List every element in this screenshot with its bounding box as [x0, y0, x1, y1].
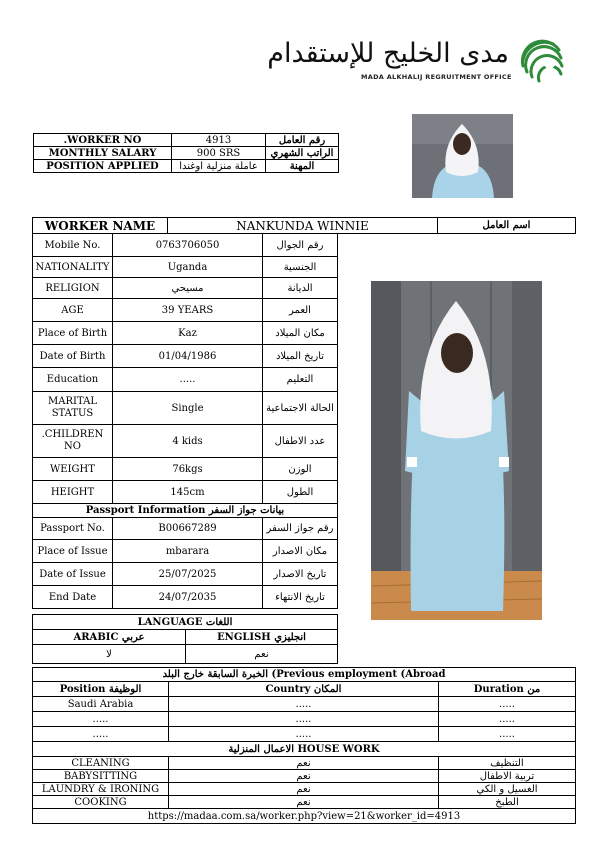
footer-url[interactable]: https://madaa.com.sa/worker.php?view=21&worker_id=4913: [33, 809, 576, 824]
employment-header: الخبرة السابقة خارج البلد (Previous employment (Abroad: [33, 668, 576, 682]
table-row: [33, 796, 576, 809]
passport-header: بيانات جواز السفر Passport Information: [33, 504, 338, 518]
cleaning-value: نعم: [169, 757, 439, 770]
language-table: [32, 614, 338, 664]
weight-label: WEIGHT: [33, 458, 113, 481]
birth-date-label: Date of Birth: [33, 345, 113, 368]
table-row: [33, 234, 338, 257]
full-body-image: [371, 281, 542, 620]
table-row: [33, 458, 338, 481]
religion-arabic: الديانة: [263, 278, 338, 299]
birth-place-arabic: مكان الميلاد: [263, 322, 338, 345]
babysitting-label: BABYSITTING: [33, 770, 169, 783]
table-row: [33, 392, 338, 425]
weight-arabic: الوزن: [263, 458, 338, 481]
issue-place-arabic: مكان الاصدار: [263, 540, 338, 563]
employment-country: .....: [169, 712, 439, 727]
marital-label: MARITAL STATUS: [33, 392, 113, 425]
arabic-language-value: لا: [33, 645, 186, 664]
table-row: [33, 368, 338, 392]
passport-no-value: B00667289: [113, 518, 263, 540]
company-logo: [267, 36, 575, 92]
cooking-arabic: الطبخ: [439, 796, 576, 809]
salary-value: 900 SRS: [172, 147, 266, 160]
worker-details-table: [32, 233, 338, 609]
worker-name-table: [32, 217, 576, 234]
mobile-arabic: رقم الجوال: [263, 234, 338, 257]
issue-date-value: 25/07/2025: [113, 563, 263, 586]
table-row: [33, 345, 338, 368]
passport-no-label: Passport No.: [33, 518, 113, 540]
birth-date-arabic: تاريخ الميلاد: [263, 345, 338, 368]
cooking-label: COOKING: [33, 796, 169, 809]
birth-date-value: 01/04/1986: [113, 345, 263, 368]
salary-arabic: الراتب الشهري: [266, 147, 339, 160]
employment-duration: .....: [439, 712, 576, 727]
table-row: [33, 563, 338, 586]
nationality-arabic: الجنسية: [263, 257, 338, 278]
employment-duration: .....: [439, 727, 576, 742]
salary-label: MONTHLY SALARY: [34, 147, 172, 160]
employment-table: [32, 667, 576, 824]
issue-date-arabic: تاريخ الاصدار: [263, 563, 338, 586]
worker-no-label: .WORKER NO: [34, 134, 172, 147]
duration-column-header: من Duration: [439, 682, 576, 697]
marital-value: Single: [113, 392, 263, 425]
logo-emblem-icon: [515, 36, 571, 92]
table-row: [33, 278, 338, 299]
height-label: HEIGHT: [33, 481, 113, 504]
position-label: POSITION APPLIED: [34, 160, 172, 173]
position-value: عاملة منزلية اوغندا: [172, 160, 266, 173]
passport-no-arabic: رقم جواز السفر: [263, 518, 338, 540]
babysitting-value: نعم: [169, 770, 439, 783]
logo-arabic-text: مدى الخليج للإستقدام: [267, 38, 509, 69]
end-date-value: 24/07/2035: [113, 586, 263, 609]
table-row: [33, 757, 576, 770]
english-language-label: انجليزي ENGLISH: [186, 630, 338, 645]
employment-position: .....: [33, 727, 169, 742]
height-arabic: الطول: [263, 481, 338, 504]
children-arabic: عدد الاطفال: [263, 425, 338, 458]
worker-name-label: WORKER NAME: [33, 218, 168, 234]
employment-duration: .....: [439, 697, 576, 712]
table-row: [33, 783, 576, 796]
birth-place-label: Place of Birth: [33, 322, 113, 345]
arabic-language-label: عربي ARABIC: [33, 630, 186, 645]
table-row: [33, 770, 576, 783]
employment-position: .....: [33, 712, 169, 727]
table-row: [33, 257, 338, 278]
religion-label: RELIGION: [33, 278, 113, 299]
age-value: 39 YEARS: [113, 299, 263, 322]
summary-row: [34, 134, 339, 147]
cooking-value: نعم: [169, 796, 439, 809]
age-label: AGE: [33, 299, 113, 322]
worker-photo-large: [371, 281, 542, 620]
religion-value: مسيحي: [113, 278, 263, 299]
table-row: [33, 425, 338, 458]
laundry-arabic: الغسيل و الكي: [439, 783, 576, 796]
table-row: [33, 697, 576, 712]
table-row: [33, 481, 338, 504]
marital-arabic: الحالة الاجتماعية: [263, 392, 338, 425]
summary-row: [34, 160, 339, 173]
issue-place-label: Place of Issue: [33, 540, 113, 563]
table-row: [33, 727, 576, 742]
end-date-arabic: تاريخ الانتهاء: [263, 586, 338, 609]
issue-place-value: mbarara: [113, 540, 263, 563]
laundry-value: نعم: [169, 783, 439, 796]
worker-no-value: 4913: [172, 134, 266, 147]
table-row: [33, 586, 338, 609]
education-value: .....: [113, 368, 263, 392]
education-arabic: التعليم: [263, 368, 338, 392]
employment-country: .....: [169, 727, 439, 742]
mobile-value: 0763706050: [113, 234, 263, 257]
country-column-header: المكان Country: [169, 682, 439, 697]
summary-row: [34, 147, 339, 160]
height-value: 145cm: [113, 481, 263, 504]
worker-no-arabic: رقم العامل: [266, 134, 339, 147]
summary-table: [33, 133, 339, 173]
language-header: اللغات LANGUAGE: [33, 615, 338, 630]
worker-name-arabic: اسم العامل: [438, 218, 576, 234]
babysitting-arabic: تربية الاطفال: [439, 770, 576, 783]
birth-place-value: Kaz: [113, 322, 263, 345]
worker-photo-small: [412, 114, 513, 198]
worker-name-value: NANKUNDA WINNIE: [168, 218, 438, 234]
table-row: [33, 299, 338, 322]
age-arabic: العمر: [263, 299, 338, 322]
logo-english-text: MADA ALKHALIJ REGRUITMENT OFFICE: [361, 73, 512, 81]
cleaning-arabic: التنظيف: [439, 757, 576, 770]
employment-position: Saudi Arabia: [33, 697, 169, 712]
table-row: [33, 518, 338, 540]
nationality-value: Uganda: [113, 257, 263, 278]
end-date-label: End Date: [33, 586, 113, 609]
children-label: .CHILDREN NO: [33, 425, 113, 458]
position-column-header: الوظيفة Position: [33, 682, 169, 697]
english-language-value: نعم: [186, 645, 338, 664]
laundry-label: LAUNDRY & IRONING: [33, 783, 169, 796]
nationality-label: NATIONALITY: [33, 257, 113, 278]
children-value: 4 kids: [113, 425, 263, 458]
passport-header-row: [33, 504, 338, 518]
issue-date-label: Date of Issue: [33, 563, 113, 586]
employment-country: .....: [169, 697, 439, 712]
housework-header: الاعمال المنزلية HOUSE WORK: [33, 742, 576, 757]
table-row: [33, 712, 576, 727]
table-row: [33, 540, 338, 563]
education-label: Education: [33, 368, 113, 392]
cleaning-label: CLEANING: [33, 757, 169, 770]
portrait-image: [412, 114, 513, 198]
mobile-label: Mobile No.: [33, 234, 113, 257]
weight-value: 76kgs: [113, 458, 263, 481]
position-arabic: المهنة: [266, 160, 339, 173]
table-row: [33, 322, 338, 345]
